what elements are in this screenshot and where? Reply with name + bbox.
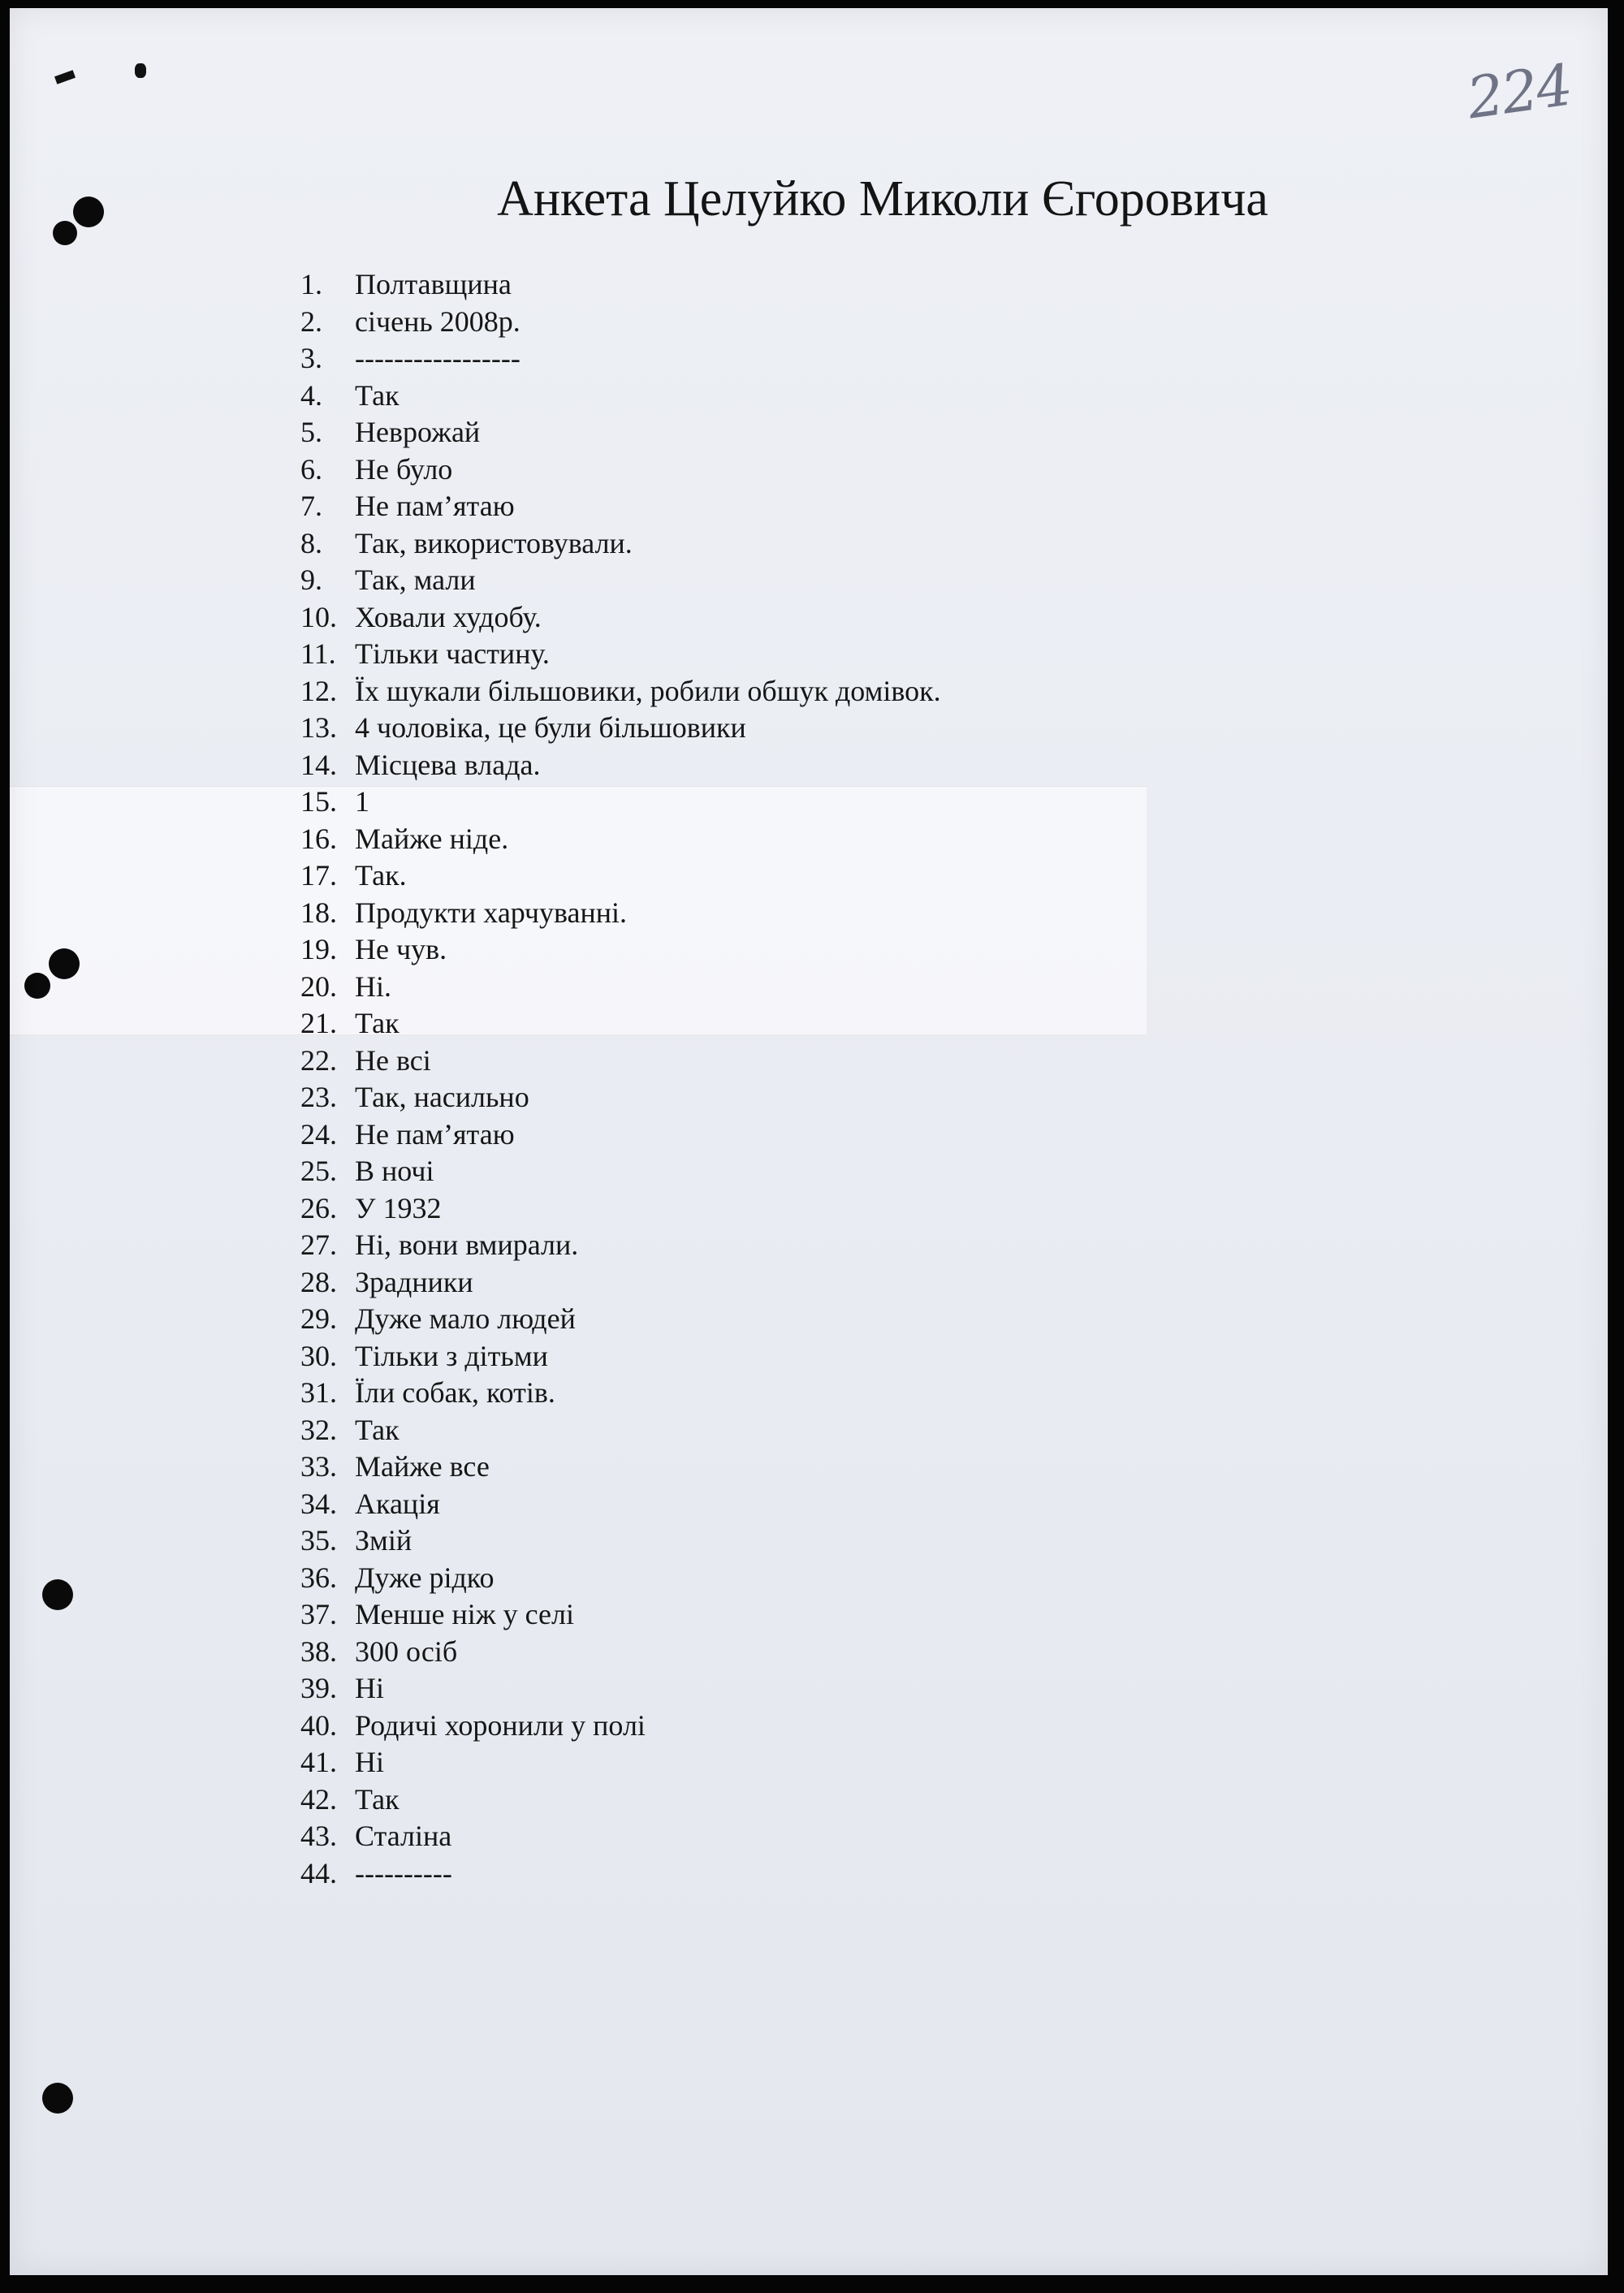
- answer-number: 16.: [300, 822, 337, 855]
- answer-text: Акація: [355, 1487, 440, 1520]
- answer-number: 3.: [300, 342, 322, 374]
- answer-number: 12.: [300, 674, 337, 707]
- answer-number: 44.: [300, 1856, 337, 1889]
- answer-text: Так.: [355, 859, 407, 892]
- answer-item: [300, 1190, 941, 1228]
- answer-number: 42.: [300, 1782, 337, 1816]
- answer-number: 4.: [300, 378, 322, 412]
- answer-item: [300, 525, 941, 563]
- answer-text: Тільки частину.: [355, 637, 550, 670]
- answer-number: 38.: [300, 1634, 337, 1668]
- answer-number: 27.: [300, 1229, 337, 1261]
- answer-number: 26.: [300, 1191, 337, 1224]
- answer-text: 1: [355, 785, 369, 818]
- answer-item: [300, 1781, 941, 1819]
- answer-number: 24.: [300, 1117, 337, 1151]
- punch-hole: [49, 948, 80, 979]
- answer-item: [300, 304, 941, 341]
- answer-item: [300, 1560, 941, 1597]
- answer-text: Їх шукали більшовики, робили обшук домівок.: [355, 674, 941, 707]
- answer-text: Ні: [355, 1746, 384, 1778]
- answer-item: [300, 1375, 941, 1412]
- answer-number: 32.: [300, 1413, 337, 1446]
- answer-item: [300, 266, 941, 304]
- answer-number: 34.: [300, 1487, 337, 1520]
- answer-text: Ні.: [355, 969, 391, 1003]
- answer-number: 31.: [300, 1376, 337, 1409]
- answer-number: 2.: [300, 304, 322, 338]
- answer-number: 37.: [300, 1598, 337, 1630]
- answer-text: Родичі хоронили у полі: [355, 1708, 646, 1742]
- answer-text: 300 осіб: [355, 1634, 458, 1668]
- punch-hole: [24, 973, 50, 999]
- answer-number: 43.: [300, 1820, 337, 1852]
- answer-text: Не було: [355, 452, 453, 486]
- answer-number: 25.: [300, 1155, 337, 1187]
- answer-item: [300, 1227, 941, 1264]
- answer-item: [300, 414, 941, 451]
- answer-number: 1.: [300, 268, 322, 300]
- answer-item: [300, 857, 941, 895]
- answer-item: [300, 1079, 941, 1116]
- answer-text: Не пам’ятаю: [355, 1117, 515, 1151]
- answer-number: 29.: [300, 1302, 337, 1335]
- answer-item: [300, 1486, 941, 1523]
- answer-item: [300, 673, 941, 710]
- answer-item: [300, 747, 941, 784]
- answer-item: [300, 636, 941, 673]
- answer-item: [300, 1708, 941, 1745]
- answer-text: Ні: [355, 1672, 384, 1704]
- answer-text: Менше ніж у селі: [355, 1598, 574, 1630]
- answer-text: Так: [355, 1413, 400, 1446]
- answer-text: Не пам’ятаю: [355, 490, 515, 522]
- answer-text: -----------------: [355, 342, 520, 374]
- answer-number: 17.: [300, 859, 337, 892]
- answer-item: [300, 1153, 941, 1190]
- answer-number: 35.: [300, 1524, 337, 1557]
- answer-text: Дуже рідко: [355, 1561, 495, 1594]
- answer-text: Так, використовували.: [355, 526, 633, 559]
- answer-text: Неврожай: [355, 416, 481, 448]
- answer-number: 19.: [300, 933, 337, 965]
- answer-number: 33.: [300, 1450, 337, 1483]
- answer-number: 5.: [300, 416, 322, 448]
- answer-item: [300, 378, 941, 415]
- answer-item: [300, 1005, 941, 1043]
- answer-number: 18.: [300, 896, 337, 929]
- answer-number: 36.: [300, 1561, 337, 1594]
- answer-number: 8.: [300, 526, 322, 559]
- answer-number: 41.: [300, 1746, 337, 1778]
- page-title: Анкета Целуйко Миколи Єгоровича: [497, 171, 1268, 227]
- answer-text: січень 2008р.: [355, 304, 520, 338]
- punch-hole: [42, 1579, 73, 1610]
- punch-hole: [42, 2083, 73, 2114]
- answer-item: [300, 1264, 941, 1302]
- answer-text: Так: [355, 378, 400, 412]
- answer-item: [300, 1412, 941, 1449]
- answer-item: [300, 784, 941, 821]
- answer-text: Ні, вони вмирали.: [355, 1229, 579, 1261]
- answer-number: 14.: [300, 748, 337, 781]
- answer-number: 21.: [300, 1007, 337, 1039]
- answer-text: Майже ніде.: [355, 822, 509, 855]
- answer-number: 22.: [300, 1043, 337, 1077]
- answer-text: Їли собак, котів.: [355, 1376, 555, 1409]
- answer-text: Зрадники: [355, 1265, 473, 1298]
- answer-text: ----------: [355, 1856, 452, 1889]
- answer-item: [300, 1596, 941, 1634]
- answer-number: 20.: [300, 969, 337, 1003]
- answer-text: Ховали худобу.: [355, 600, 542, 633]
- answer-item: [300, 1522, 941, 1560]
- answer-item: [300, 710, 941, 747]
- answer-number: 7.: [300, 490, 322, 522]
- answer-text: Сталіна: [355, 1820, 452, 1852]
- answer-text: Змій: [355, 1524, 412, 1557]
- answer-text: В ночі: [355, 1155, 434, 1187]
- answer-item: [300, 1818, 941, 1855]
- answer-number: 10.: [300, 600, 337, 633]
- answer-item: [300, 1116, 941, 1154]
- answer-number: 40.: [300, 1708, 337, 1742]
- answer-text: Місцева влада.: [355, 748, 541, 781]
- answer-item: [300, 340, 941, 378]
- answer-text: Продукти харчуванні.: [355, 896, 628, 929]
- answer-item: [300, 931, 941, 969]
- answer-text: Не всі: [355, 1043, 431, 1077]
- answer-text: Так: [355, 1007, 400, 1039]
- answer-item: [300, 1338, 941, 1375]
- answer-text: 4 чоловіка, це були більшовики: [355, 711, 746, 744]
- answer-item: [300, 1301, 941, 1338]
- answer-number: 28.: [300, 1265, 337, 1298]
- answer-item: [300, 1855, 941, 1893]
- staple-mark-left: [54, 70, 76, 84]
- answer-item: [300, 895, 941, 932]
- answer-number: 11.: [300, 637, 336, 670]
- document-page: [10, 8, 1608, 2275]
- answer-item: [300, 821, 941, 858]
- answer-number: 23.: [300, 1081, 337, 1113]
- answer-number: 39.: [300, 1672, 337, 1704]
- answer-text: Дуже мало людей: [355, 1302, 576, 1335]
- answer-text: Полтавщина: [355, 268, 512, 300]
- answer-text: Майже все: [355, 1450, 490, 1483]
- answer-text: Тільки з дітьми: [355, 1339, 548, 1372]
- answer-item: [300, 1634, 941, 1671]
- answer-item: [300, 1670, 941, 1708]
- answer-number: 13.: [300, 711, 337, 744]
- answer-item: [300, 599, 941, 637]
- answer-item: [300, 488, 941, 525]
- answer-number: 9.: [300, 564, 322, 596]
- answer-text: Так, мали: [355, 564, 476, 596]
- answer-item: [300, 969, 941, 1006]
- staple-mark-right: [135, 63, 146, 78]
- answer-item: [300, 451, 941, 489]
- answer-text: Не чув.: [355, 933, 447, 965]
- answer-item: [300, 1744, 941, 1781]
- answer-text: У 1932: [355, 1191, 442, 1224]
- answer-item: [300, 562, 941, 599]
- answer-text: Так: [355, 1782, 400, 1816]
- answer-item: [300, 1043, 941, 1080]
- answer-number: 15.: [300, 785, 337, 818]
- handwritten-page-number: 224: [1462, 51, 1575, 132]
- answer-text: Так, насильно: [355, 1081, 529, 1113]
- answer-number: 30.: [300, 1339, 337, 1372]
- answer-list: [300, 266, 941, 1892]
- answer-item: [300, 1449, 941, 1486]
- answer-number: 6.: [300, 452, 322, 486]
